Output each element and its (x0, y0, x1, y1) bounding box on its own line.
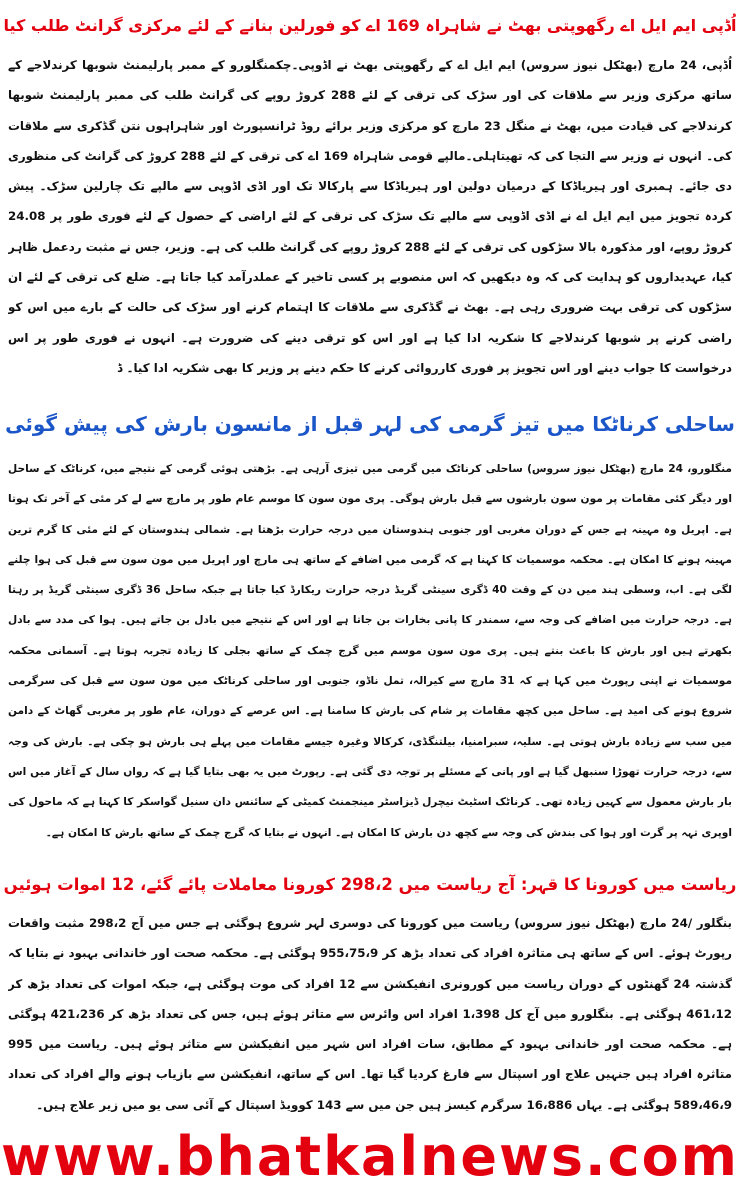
article-headline: ریاست میں کورونا کا قہر: آج ریاست میں 298،2 کورونا معاملات پائے گئے، 12 اموات ہوئیں (3, 875, 737, 894)
article-headline: اُڈپی ایم ایل اے رگھوپتی بھٹ نے شاہراہ 169 اے کو فورلین بنانے کے لئے مرکزی گرانٹ طلب کیا (3, 16, 737, 35)
website-url: www.bhatkalnews.com (1, 1128, 739, 1186)
article-headline: ساحلی کرناٹکا میں تیز گرمی کی لہر قبل از مانسون بارش کی پیش گوئی (5, 412, 735, 436)
article-body: اُڈپی، 24 مارچ (بھٹکل نیوز سروس) ایم ایل اے کے رگھوپتی بھٹ نے اڈوپی۔چکمنگلورو کے ممبر پارلیمنٹ شوبھا کرندلاجے کے ساتھ مرکزی وزیر سے ملاقات کی اور سڑک کی ترقی کے لئے 288 کروڑ روپے کی گرانٹ طلب کی ممبر پارلیمنٹ شوبھا کرندلاجے کی قیادت میں، بھٹ نے منگل 23 مارچ کو مرکزی وزیر برائے روڈ ٹرانسپورٹ اور شاہراہوں نتن گڈکری سے ملاقات کی۔ انہوں نے وزیر سے التجا کی کہ تھیتاہلی۔مالپے قومی شاہراہ 169 اے کی ترقی کے لئے 288 کروڑ کی گرانٹ کی منظوری دی جائے۔ ہمبری اور ہیریاڈکا کے درمیان دولین اور ہیریاڈکا سے پارکالا تک اور اڈی اڈوپی سے مالپے تک چارلین سڑک۔ پیش کردہ تجویز میں ایم ایل اے نے اڈی اڈوپی سے مالپے تک سڑک کی ترقی کے لئے اراضی کے حصول کے لئے فوری طور پر 24.08 کروڑ روپے، اور مذکورہ بالا سڑکوں کی ترقی کے لئے 288 کروڑ روپے کی گرانٹ طلب کی ہے۔ وزیر، جس نے مثبت ردعمل ظاہر کیا، عہدیداروں کو ہدایت کی کہ وہ دیکھیں کہ اس منصوبے پر کسی تاخیر کے عملدرآمد کیا جاتا ہے۔ ضلع کی ترقی کے لئے ان سڑکوں کی ترقی بہت ضروری رہی ہے۔ بھٹ نے گڈکری سے ملاقات کا اہتمام کرنے اور سڑک کی حالت کے بارے میں اس کو راضی کرنے پر شوبھا کرندلاجے کا شکریہ ادا کیا ہے اور اس کو ترقی دینے کی ضرورت ہے۔ انہوں نے فوری طور پر اس درخواست کا جواب دینے اور اس تجویز پر فوری کارروائی کرنے کا حکم دینے پر وزیر کا بھی شکریہ ادا کیا۔ ڈ (8, 58, 732, 375)
article-body: منگلورو، 24 مارچ (بھٹکل نیوز سروس) ساحلی کرناٹک میں گرمی میں تیزی آرہی ہے۔ بڑھتی ہوئی گرمی کے نتیجے میں، کرناٹک کے ساحل اور دیگر کئی مقامات پر مون سون بارشوں سے قبل بارش ہوگی۔ پری مون سون کا موسم عام طور پر مارچ سے لے کر مئی کے آخر تک ہوتا ہے۔ اپریل وہ مہینہ ہے جس کے دوران مغربی اور جنوبی ہندوستان میں درجہ حرارت بڑھتا ہے۔ شمالی ہندوستان کے لئے مئی کا گرم ترین مہینہ ہونے کا امکان ہے۔ محکمہ موسمیات کا کہنا ہے کہ گرمی میں اضافے کے ساتھ ہی مارچ اور اپریل میں مون سون سے قبل کی ہوا چلنے لگی ہے۔ اب، وسطی ہند میں دن کے وقت 40 ڈگری سینٹی گریڈ درجہ حرارت ریکارڈ کیا جاتا ہے جبکہ ساحل 36 ڈگری سینٹی گریڈ پر رہتا ہے۔ درجہ حرارت میں اضافے کی وجہ سے، سمندر کا پانی بخارات بن جاتا ہے اور اس کے نتیجے میں بادل بن جاتے ہیں۔ ہوا کی مدد سے بادل بکھرتے ہیں اور بارش کا باعث بنتے ہیں۔ پری مون سون موسم میں گرج چمک کے ساتھ بجلی کا زیادہ تجربہ ہوتا ہے۔ آسمانی محکمہ موسمیات نے اپنی رپورٹ میں کہا ہے کہ 31 مارچ سے کیرالہ، تمل ناڈو، جنوبی اور ساحلی کرناٹک میں مون سون سے قبل کی سرگرمی شروع ہونے کی امید ہے۔ ساحل میں کچھ مقامات پر شام کی بارش کا سامنا ہے۔ اس عرصے کے دوران، عام طور پر مغربی گھاٹ کے دامن میں سب سے زیادہ بارش ہوتی ہے۔ سلیہ، سبرامنیا، بیلتنگڈی، کرکالا وغیرہ جیسے مقامات میں پہلے ہی بارش ہو چکی ہے۔ بارش کی وجہ سے، درجہ حرارت تھوڑا سنبھل گیا ہے اور پانی کے مسئلے پر توجہ دی گئی ہے۔ رپورٹ میں یہ بھی بتایا گیا ہے کہ رواں سال کے آغاز میں اس بار بارش معمول سے کہیں زیادہ تھی۔ کرناٹک اسٹیٹ نیچرل ڈیزاسٹر مینجمنٹ کمیٹی کے سائنس دان سنیل گواسکر کا کہنا ہے کہ ماحول کی اوپری تہہ پر گرت اور ہوا کی بندش کی وجہ سے کچھ دن بارش کا امکان ہے۔ انہوں نے بتایا کہ گرج چمک کے ساتھ بارش کا امکان ہے۔ (8, 463, 732, 839)
article-body: بنگلور /24 مارچ (بھٹکل نیوز سروس) ریاست میں کورونا کی دوسری لہر شروع ہوگئی ہے جس میں آج 298،2 مثبت واقعات رپورٹ ہوئے۔ اس کے ساتھ ہی متاثرہ افراد کی تعداد بڑھ کر 955،75،9 ہوگئی ہے۔ محکمہ صحت اور خاندانی بہبود نے بتایا کہ گذشتہ 24 گھنٹوں کے دوران ریاست میں کورونری انفیکشن سے 12 افراد کی موت ہوگئی ہے، جبکہ اموات کی تعداد بڑھ کر 461،12 ہوگئی ہے۔ بنگلورو میں آج کل 1،398 افراد اس وائرس سے متاثر ہوئے ہیں، جس کی تعداد بڑھ کر 421،236 ہوگئی ہے۔ محکمہ صحت اور خاندانی بہبود کے مطابق، سات افراد اس شہر میں انفیکشن سے متاثر ہوئے ہیں۔ ریاست میں 995 متاثرہ افراد ہیں جنہیں علاج اور اسپتال سے فارغ کردیا گیا تھا۔ اس کے ساتھ، انفیکشن سے بازیاب ہونے والے افراد کی تعداد 589،46،9 ہوگئی ہے۔ یہاں 16،886 سرگرم کیسز ہیں جن میں سے 143 کوویڈ اسپتال کے آئی سی یو میں زیر علاج ہیں۔ (8, 916, 732, 1112)
